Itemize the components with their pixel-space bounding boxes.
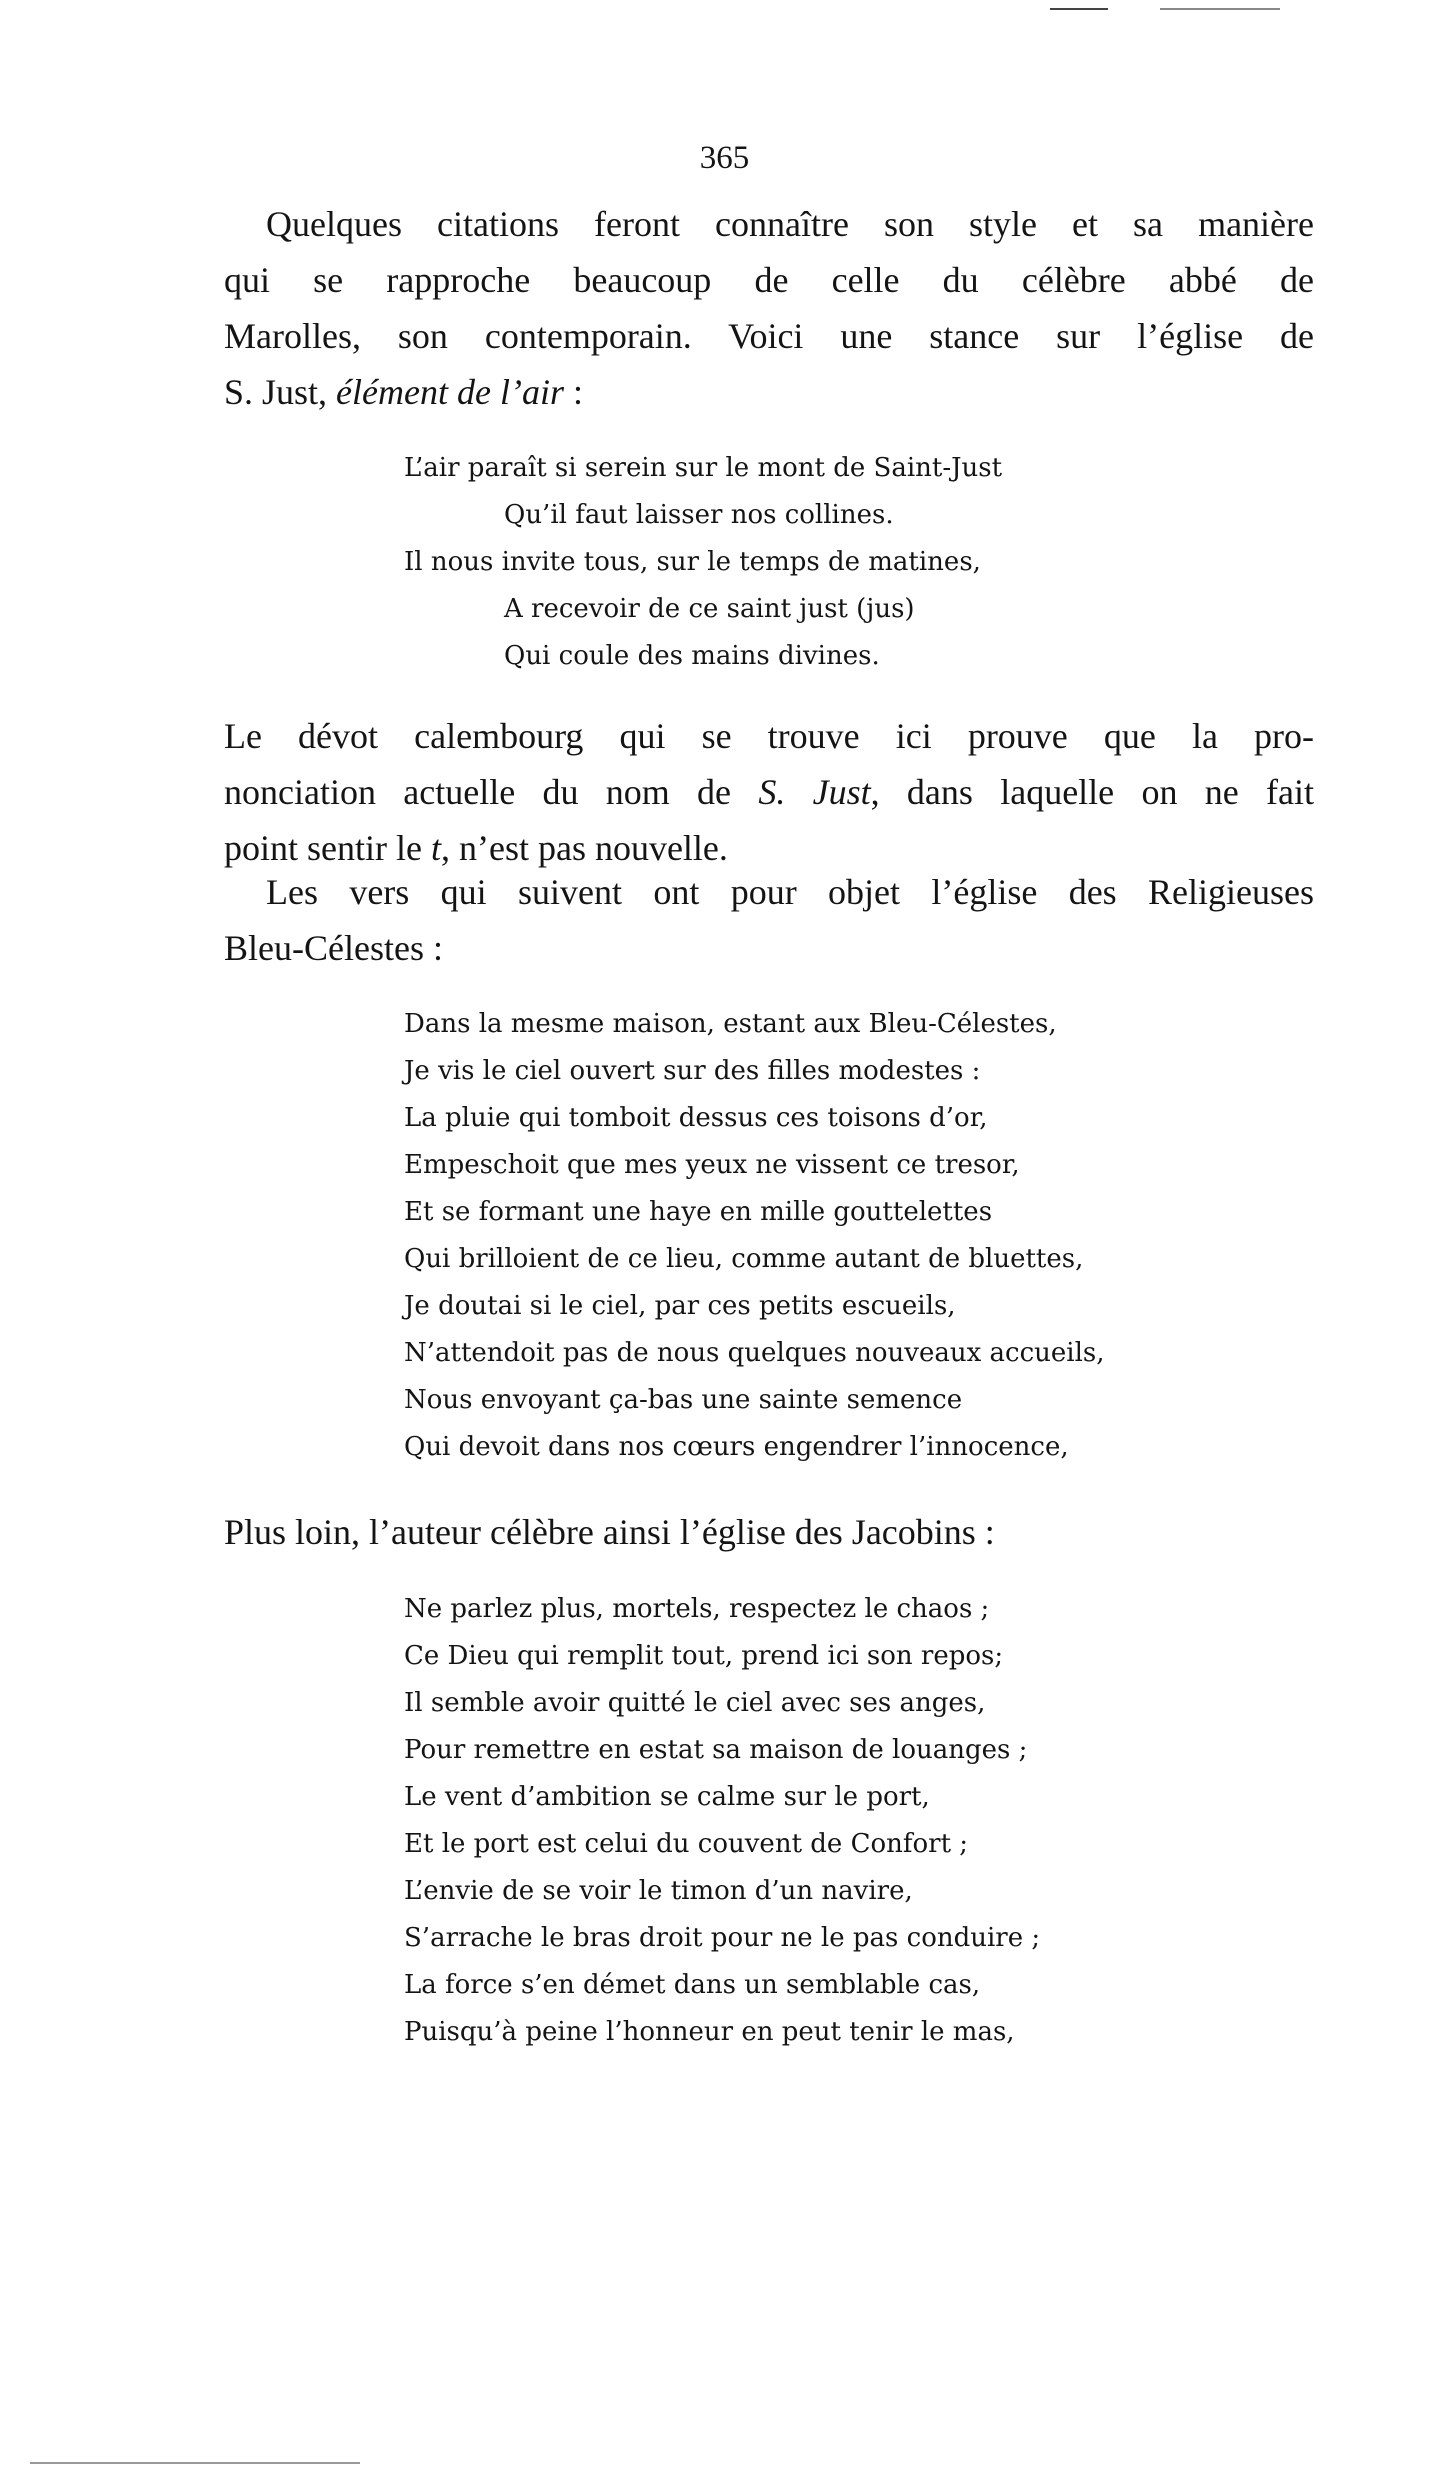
- paragraph-line: Marolles, son contemporain. Voici une stance sur l’église de: [224, 316, 1314, 356]
- verse-line: A recevoir de ce saint just (jus): [504, 594, 915, 624]
- verse-line: Qui coule des mains divines.: [504, 641, 880, 671]
- paragraph-jacobins: [224, 1504, 1314, 1560]
- verse-line: Il nous invite tous, sur le temps de matines,: [404, 547, 981, 577]
- text-run: , n’est pas nouvelle.: [440, 828, 728, 868]
- verse-line: S’arrache le bras droit pour ne le pas conduire ;: [404, 1923, 1041, 1953]
- verse-bleu-celestes: [404, 1001, 1105, 1471]
- italic-text: S. Just: [758, 772, 871, 812]
- verse-line: Pour remettre en estat sa maison de louanges ;: [404, 1735, 1028, 1765]
- paragraph-line: Plus loin, l’auteur célèbre ainsi l’église des Jacobins :: [224, 1512, 995, 1552]
- verse-line: Puisqu’à peine l’honneur en peut tenir le mas,: [404, 2017, 1015, 2047]
- scan-edge-mark-top-2: [1160, 8, 1280, 10]
- paragraph-intro: [224, 196, 1314, 420]
- paragraph-line: Les vers qui suivent ont pour objet l’église des Religieuses: [266, 872, 1314, 912]
- paragraph-line: qui se rapproche beaucoup de celle du célèbre abbé de: [224, 260, 1314, 300]
- verse-line: Qui devoit dans nos cœurs engendrer l’innocence,: [404, 1432, 1069, 1462]
- verse-line: La pluie qui tomboit dessus ces toisons d’or,: [404, 1103, 988, 1133]
- text-run: S. Just,: [224, 372, 337, 412]
- paragraph-line: Quelques citations feront connaître son style et sa manière: [266, 204, 1314, 244]
- verse-line: Je vis le ciel ouvert sur des filles modestes :: [404, 1056, 981, 1086]
- paragraph-line: Le dévot calembourg qui se trouve ici prouve que la pro-: [224, 716, 1314, 756]
- scan-edge-mark-bottom: [30, 2462, 360, 2464]
- verse-line: Il semble avoir quitté le ciel avec ses anges,: [404, 1688, 986, 1718]
- text-run: nonciation actuelle du nom de: [224, 772, 759, 812]
- paragraph-line: Bleu-Célestes :: [224, 928, 443, 968]
- text-run: , dans laquelle on ne fait: [870, 772, 1314, 812]
- verse-line: Ne parlez plus, mortels, respectez le chaos ;: [404, 1594, 990, 1624]
- verse-line: Ce Dieu qui remplit tout, prend ici son repos;: [404, 1641, 1004, 1671]
- verse-line: N’attendoit pas de nous quelques nouveaux accueils,: [404, 1338, 1105, 1368]
- italic-text: élément de l’air: [336, 372, 564, 412]
- verse-line: Dans la mesme maison, estant aux Bleu-Célestes,: [404, 1009, 1057, 1039]
- verse-line: Empeschoit que mes yeux ne vissent ce tresor,: [404, 1150, 1020, 1180]
- verse-saint-just: [404, 445, 1002, 680]
- verse-jacobins: [404, 1586, 1040, 2056]
- verse-line: Et se formant une haye en mille gouttelettes: [404, 1197, 993, 1227]
- verse-line: Qu’il faut laisser nos collines.: [504, 500, 894, 530]
- scan-edge-mark-top-1: [1050, 8, 1108, 10]
- paragraph-line: [224, 764, 1314, 820]
- text-run: point sentir le: [224, 828, 431, 868]
- italic-text: t: [430, 828, 441, 868]
- verse-line: Je doutai si le ciel, par ces petits escueils,: [404, 1291, 956, 1321]
- paragraph-calembourg: [224, 708, 1314, 876]
- verse-line: Nous envoyant ça-bas une sainte semence: [404, 1385, 963, 1415]
- text-run: :: [563, 372, 583, 412]
- verse-line: Le vent d’ambition se calme sur le port,: [404, 1782, 930, 1812]
- verse-line: Et le port est celui du couvent de Confort ;: [404, 1829, 969, 1859]
- paragraph-line: [224, 364, 1314, 420]
- paragraph-bleu-celestes: [224, 864, 1314, 976]
- verse-line: Qui brilloient de ce lieu, comme autant de bluettes,: [404, 1244, 1084, 1274]
- verse-line: L’air paraît si serein sur le mont de Saint-Just: [404, 453, 1003, 483]
- page-number: 365: [699, 140, 750, 176]
- verse-line: L’envie de se voir le timon d’un navire,: [404, 1876, 913, 1906]
- verse-line: La force s’en démet dans un semblable cas,: [404, 1970, 981, 2000]
